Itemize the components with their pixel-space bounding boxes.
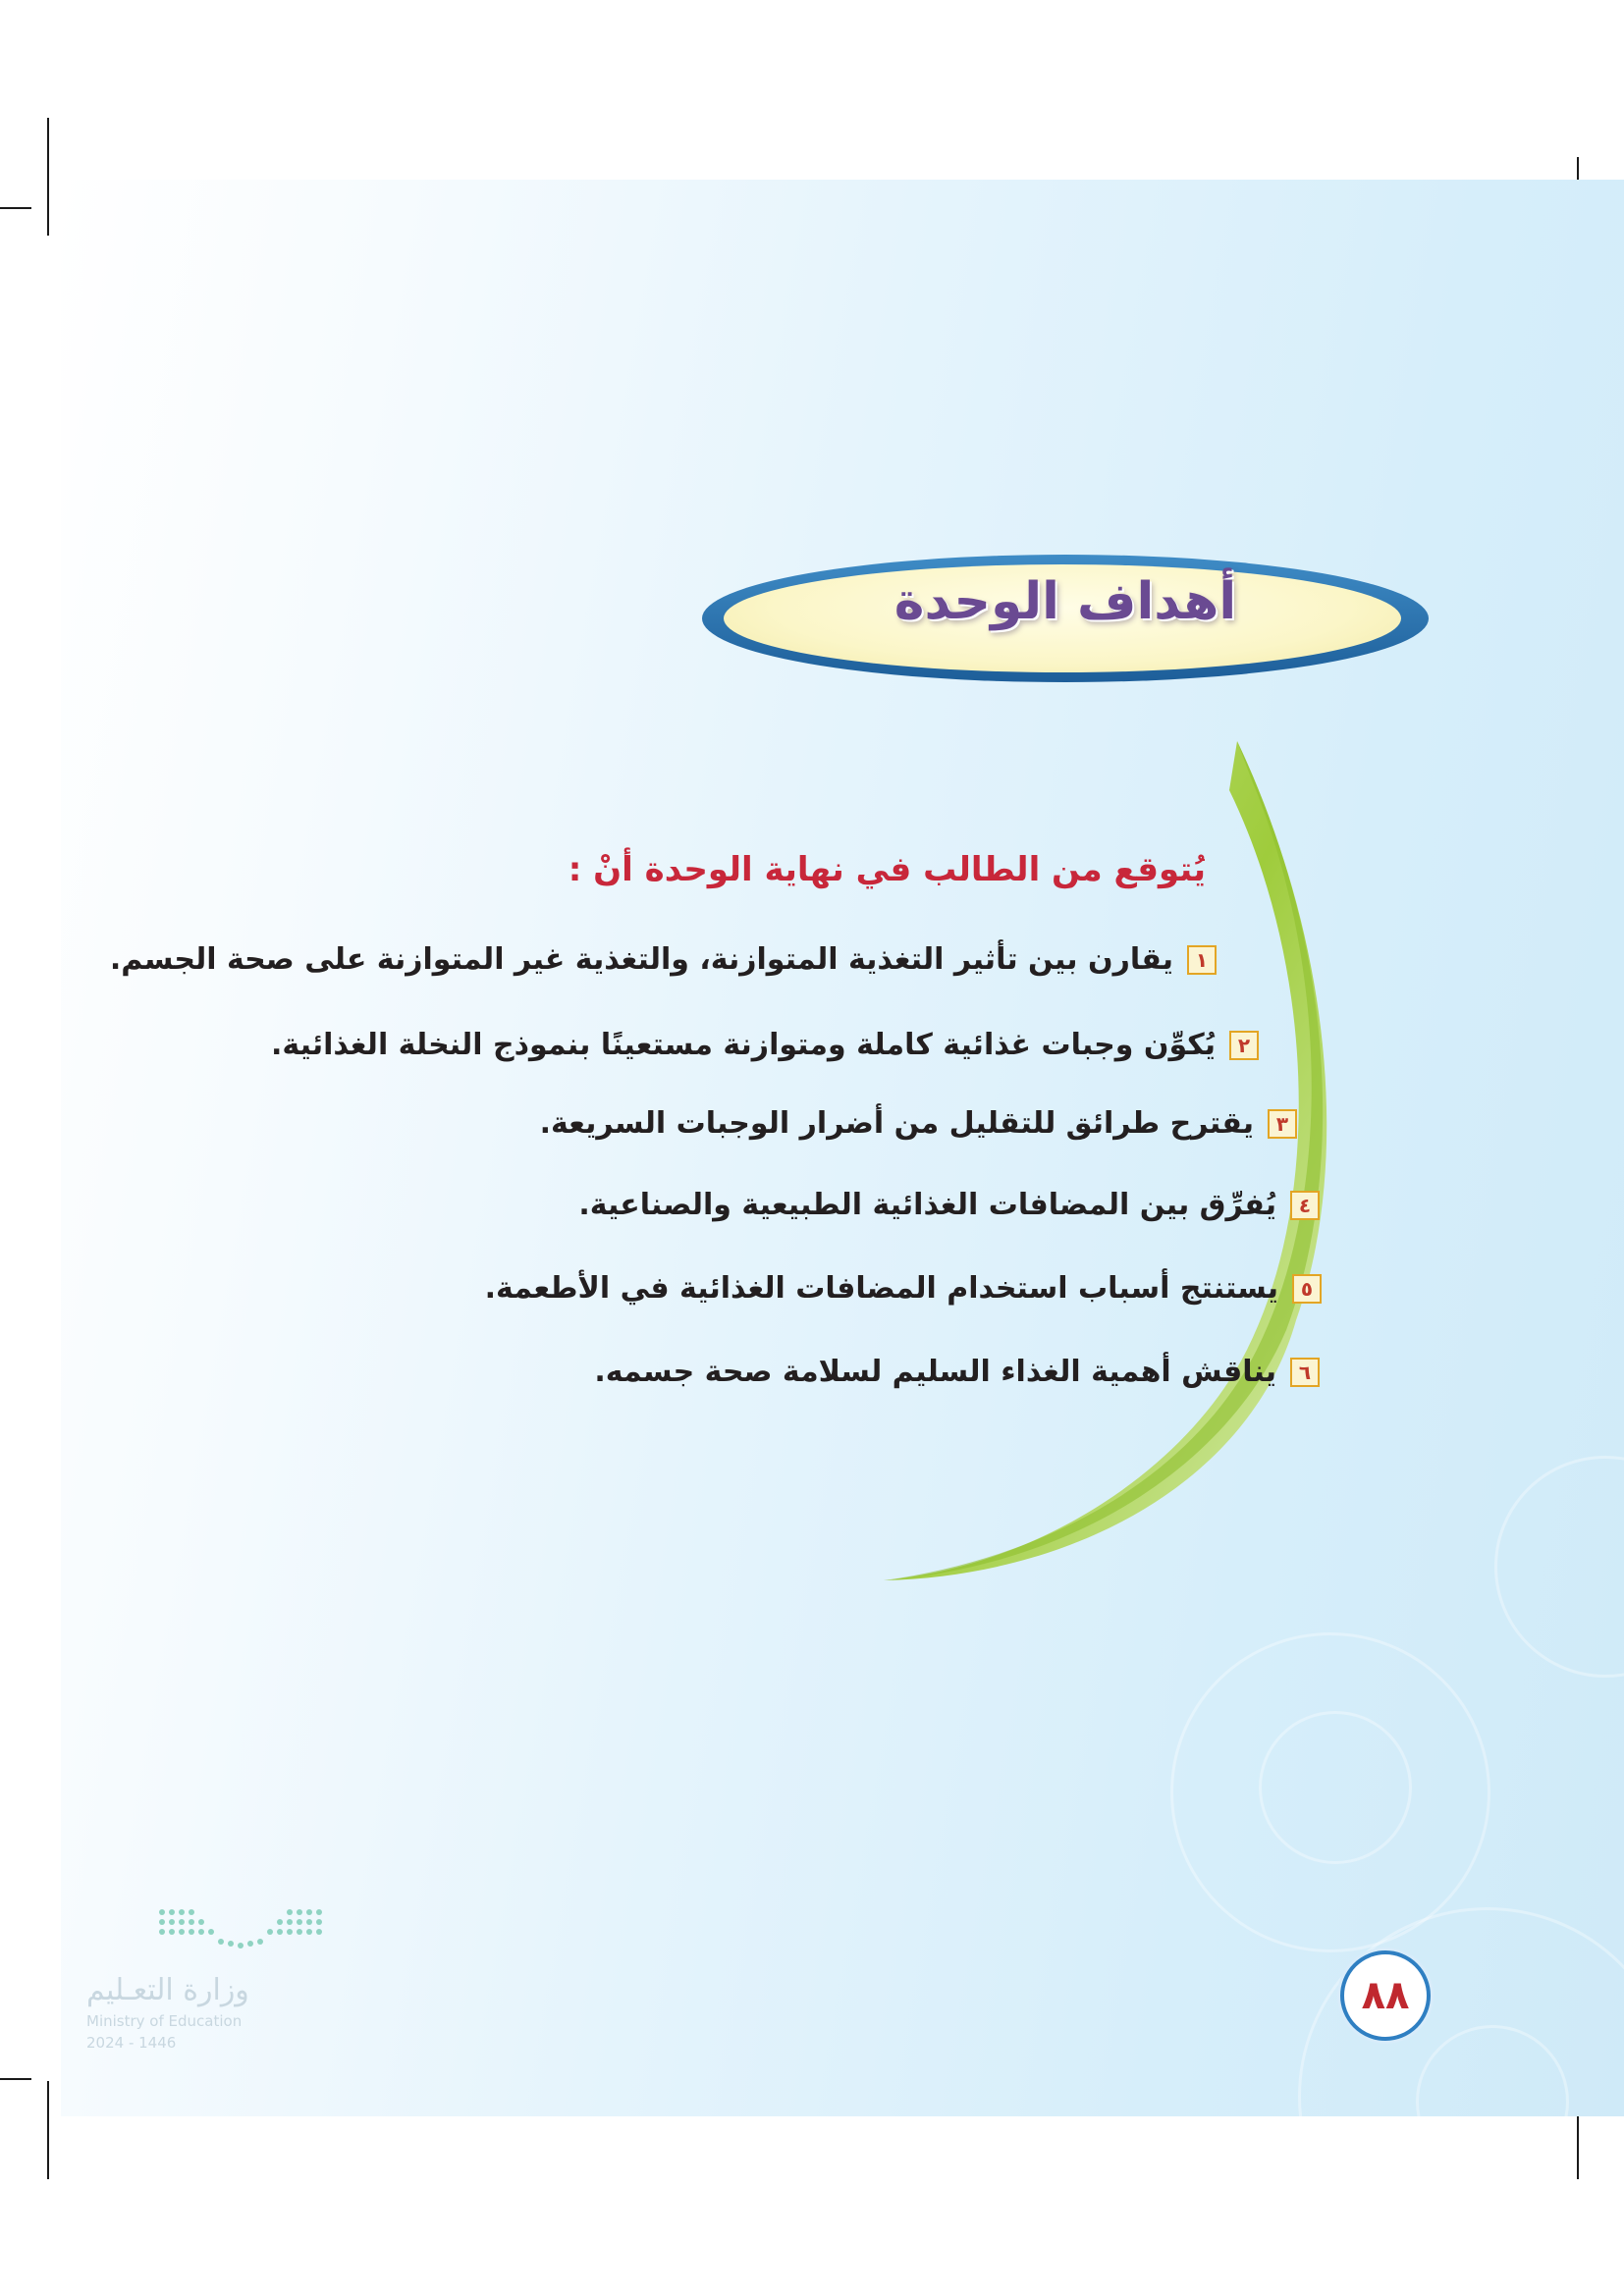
background-flower-decoration [1494,1456,1624,1678]
page-title: أهداف الوحدة [893,572,1237,631]
background-flower-decoration [1259,1711,1412,1864]
objective-number: ٤ [1290,1191,1320,1220]
ministry-year: 2024 - 1446 [86,2034,177,2052]
objective-text: يُكوِّن وجبات غذائية كاملة ومتوازنة مستعينًا بنموذج النخلة الغذائية. [271,1028,1216,1062]
ministry-logo-icon [157,1906,324,1951]
unit-goals-banner [702,555,1429,682]
ministry-name-arabic: وزارة التعـليم [86,1973,249,2007]
objective-text: يقترح طرائق للتقليل من أضرار الوجبات السريعة. [539,1106,1254,1141]
ministry-name-english: Ministry of Education [86,2012,243,2030]
crop-mark [0,207,31,209]
objective-text: يستنتج أسباب استخدام المضافات الغذائية في الأطعمة. [484,1271,1278,1306]
objective-number: ٥ [1292,1274,1322,1304]
objective-text: يناقش أهمية الغذاء السليم لسلامة صحة جسمه. [594,1355,1276,1389]
crop-mark [47,118,49,236]
objective-number: ٢ [1229,1031,1259,1060]
page-number: ٨٨ [1340,1950,1431,2041]
crop-mark [0,2078,31,2080]
objective-text: يُفرِّق بين المضافات الغذائية الطبيعية والصناعية. [578,1188,1276,1222]
objective-number: ٦ [1290,1358,1320,1387]
objective-text: يقارن بين تأثير التغذية المتوازنة، والتغذية غير المتوازنة على صحة الجسم. [109,942,1173,977]
objective-number: ١ [1187,945,1217,975]
objective-number: ٣ [1268,1109,1297,1139]
crop-mark [47,2081,49,2179]
intro-text: يُتوقع من الطالب في نهاية الوحدة أنْ : [568,850,1206,889]
